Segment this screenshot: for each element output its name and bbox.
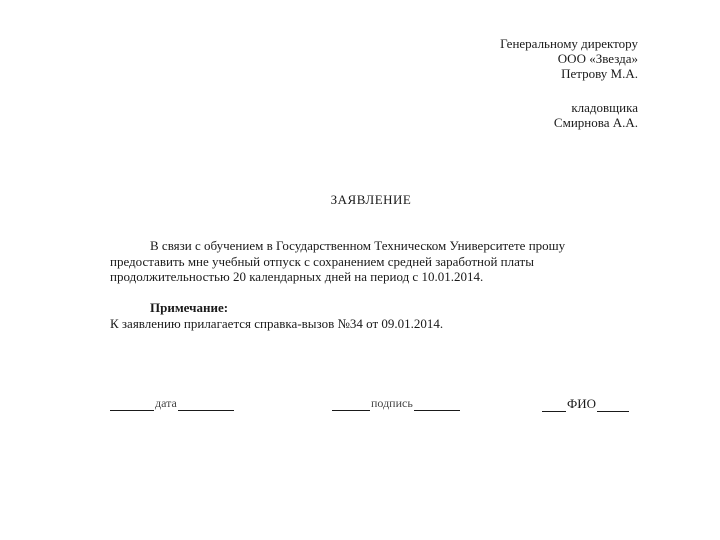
addressee-block (500, 36, 638, 130)
addressee-title: Генеральному директору (500, 36, 638, 51)
sender-name: Смирнова А.А. (553, 115, 638, 130)
date-line-right (178, 398, 234, 411)
date-field (110, 396, 234, 411)
fio-field (542, 396, 629, 412)
note-title: Примечание: (150, 300, 229, 315)
fio-line-right (597, 399, 629, 412)
signature-line-right (414, 398, 460, 411)
sender-position: кладовщика (571, 100, 638, 115)
addressee-company: ООО «Звезда» (557, 51, 638, 66)
body-line: предоставить мне учебный отпуск с сохранением средней заработной платы (110, 253, 534, 269)
signature-row (110, 396, 632, 412)
body-line: продолжительностью 20 календарных дней на период с 10.01.2014. (110, 269, 484, 284)
body-line: В связи с обучением в Государственном Техническом Университете прошу (150, 238, 566, 253)
addressee-name: Петрову М.А. (561, 66, 638, 81)
signature-line-left (332, 398, 370, 411)
signature-label: подпись (371, 396, 413, 410)
application-body (110, 238, 610, 285)
fio-label: ФИО (567, 396, 597, 411)
date-label: дата (155, 396, 177, 410)
signature-field (332, 396, 460, 411)
addressee-spacer (500, 81, 638, 100)
date-line-left (110, 398, 154, 411)
note-block (110, 300, 610, 331)
document-title: ЗАЯВЛЕНИЕ (330, 192, 412, 207)
fio-line-left (542, 399, 566, 412)
note-text: К заявлению прилагается справка-вызов №34 от 09.01.2014. (110, 315, 444, 331)
